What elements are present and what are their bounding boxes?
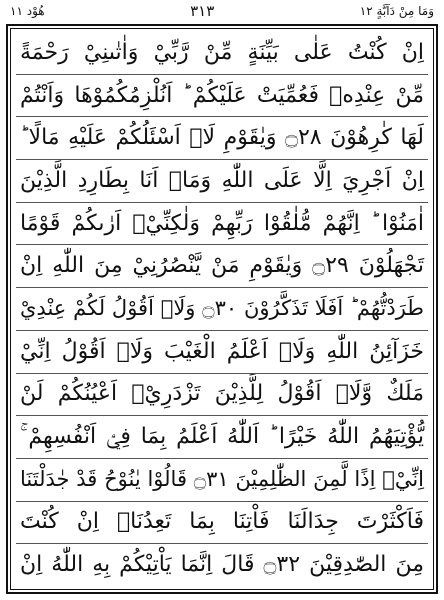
page-number: ۳۱۳ (190, 2, 215, 20)
text-line (16, 459, 428, 502)
line-text: اٰمَنُوْا ؕ اِنَّهُمْ مُّلٰقُوْا رَبِّهِمْ وَلٰكِنِّيْۤ اَرٰىكُمْ قَوْمًا (20, 210, 424, 236)
surah-title: هُوْد ۱۱ (10, 4, 45, 18)
text-line (16, 502, 428, 545)
line-text: مِّنْ عِنْدِهٖ فَعُمِّيَتْ عَلَيْكُمْ ؕ اَنُلْزِمُكُمُوْهَا وَاَنْتُمْ (20, 82, 424, 108)
text-line (16, 416, 428, 459)
text-lines (16, 32, 428, 586)
line-text: فَاَكْثَرْتَ جِدَالَنَا فَاْتِنَا بِمَا تَعِدُنَاۤ اِنْ كُنْتَ (20, 509, 424, 535)
text-line (16, 245, 428, 288)
text-line (16, 544, 428, 586)
text-line (16, 331, 428, 374)
line-text: يُّؤْتِيَهُمُ اللّٰهُ خَيْرًا ؕ اَللّٰهُ اَعْلَمُ بِمَا فِيْۤ اَنْفُسِهِمْ ۚ (20, 424, 424, 450)
line-text: اِنِّيْۤ اِذًا لَّمِنَ الظّٰلِمِيْنَ ۝٣١ قَالُوْا يٰنُوْحُ قَدْ جٰدَلْتَنَا (20, 467, 424, 492)
line-text: خَزَآئِنُ اللّٰهِ وَلَاۤ اَعْلَمُ الْغَيْبَ وَلَاۤ اَقُوْلُ اِنِّيْ (20, 338, 424, 364)
line-text: اِنْ اَجْرِيَ اِلَّا عَلَى اللّٰهِ وَمَاۤ اَنَا بِطَارِدِ الَّذِيْنَ (20, 167, 424, 193)
line-text: لَهَا كٰرِهُوْنَ ۝٢٨ وَيٰقَوْمِ لَاۤ اَسْئَلُكُمْ عَلَيْهِ مَالًا ؕ (20, 125, 424, 151)
text-line (16, 203, 428, 246)
text-line (16, 374, 428, 417)
text-line (16, 117, 428, 160)
text-line (16, 160, 428, 203)
line-text: اِنْ كُنْتُ عَلٰى بَيِّنَةٍ مِّنْ رَّبِّيْ وَاٰتٰىنِيْ رَحْمَةً (20, 39, 424, 65)
line-text: مَلَكٌ وَّلَاۤ اَقُوْلُ لِلَّذِيْنَ تَزْدَرِيْۤ اَعْيُنُكُمْ لَنْ (20, 381, 424, 407)
juz-title: وَمَا مِنْ دَآبَّةٍ ۱۲ (359, 4, 434, 18)
text-line (16, 288, 428, 331)
text-line (16, 75, 428, 118)
page-header (0, 0, 444, 22)
line-text: طَرَدْتُّهُمْ ؕ اَفَلَا تَذَكَّرُوْنَ ۝٣٠ وَلَاۤ اَقُوْلُ لَكُمْ عِنْدِيْ (20, 296, 424, 321)
line-text: تَجْهَلُوْنَ ۝٢٩ وَيٰقَوْمِ مَنْ يَّنْصُرُنِيْ مِنَ اللّٰهِ اِنْ (20, 253, 425, 279)
text-line (16, 32, 428, 75)
line-text: مِنَ الصّٰدِقِيْنَ ۝٣٢ قَالَ اِنَّمَا يَاْتِيْكُمْ بِهِ اللّٰهُ اِنْ (20, 552, 424, 578)
